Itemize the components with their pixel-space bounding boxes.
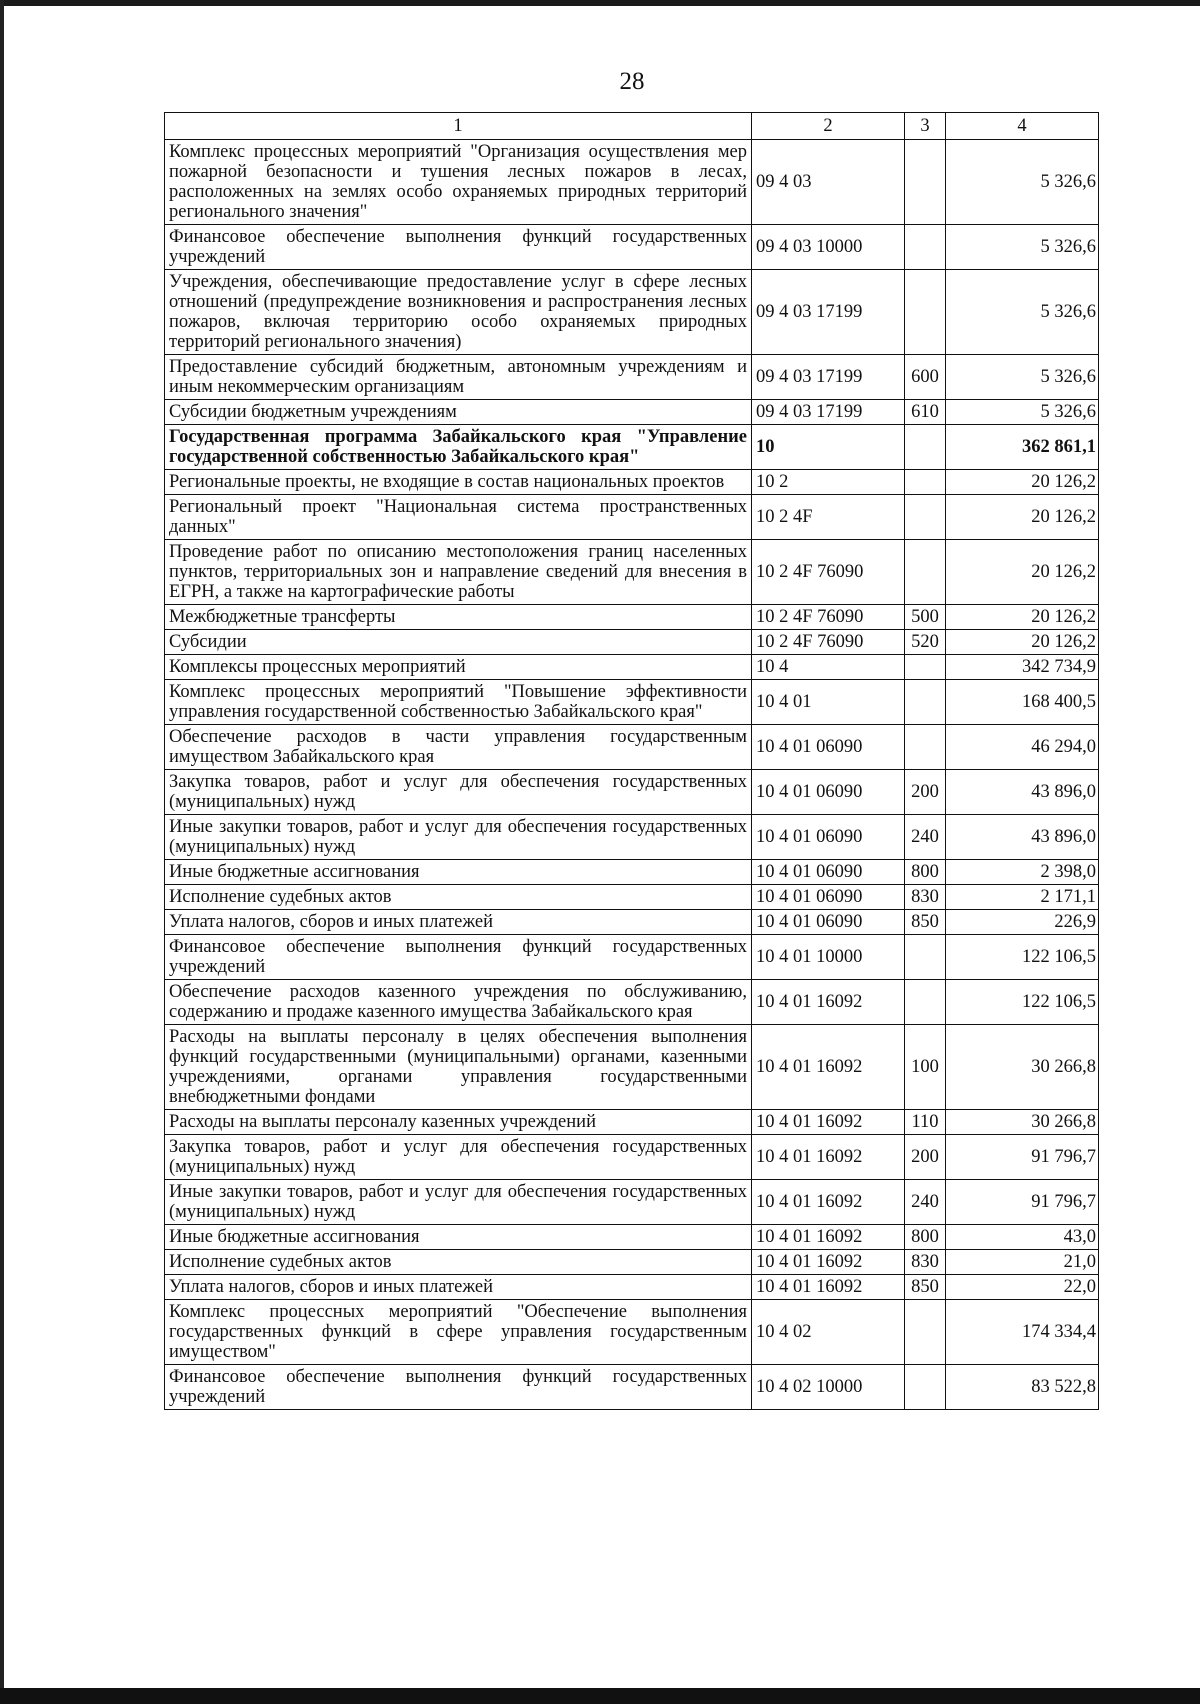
row-type-cell: 830 xyxy=(905,885,946,910)
row-amount-cell: 46 294,0 xyxy=(946,725,1099,770)
row-name-cell: Иные закупки товаров, работ и услуг для обеспечения государственных (муниципальных) нужд xyxy=(165,1180,752,1225)
table-row xyxy=(165,1225,1099,1250)
row-type-cell xyxy=(905,140,946,225)
row-type-cell xyxy=(905,495,946,540)
row-amount-cell: 226,9 xyxy=(946,910,1099,935)
row-code-cell: 10 xyxy=(752,425,905,470)
row-type-cell: 200 xyxy=(905,770,946,815)
row-code-cell: 10 4 01 16092 xyxy=(752,980,905,1025)
row-amount-cell: 43,0 xyxy=(946,1225,1099,1250)
header-col-3: 3 xyxy=(905,113,946,140)
row-amount-cell: 20 126,2 xyxy=(946,495,1099,540)
row-code-cell: 10 4 01 06090 xyxy=(752,725,905,770)
row-code-cell: 10 4 01 06090 xyxy=(752,910,905,935)
row-type-cell xyxy=(905,540,946,605)
row-amount-cell: 168 400,5 xyxy=(946,680,1099,725)
row-name-cell: Региональный проект "Национальная система пространственных данных" xyxy=(165,495,752,540)
row-type-cell: 240 xyxy=(905,1180,946,1225)
row-code-cell: 10 4 01 16092 xyxy=(752,1275,905,1300)
row-amount-cell: 5 326,6 xyxy=(946,140,1099,225)
row-name-cell: Закупка товаров, работ и услуг для обеспечения государственных (муниципальных) нужд xyxy=(165,1135,752,1180)
row-code-cell: 10 4 01 16092 xyxy=(752,1025,905,1110)
table-row xyxy=(165,425,1099,470)
row-name-cell: Расходы на выплаты персоналу казенных учреждений xyxy=(165,1110,752,1135)
row-code-cell: 09 4 03 xyxy=(752,140,905,225)
table-row xyxy=(165,860,1099,885)
header-col-2: 2 xyxy=(752,113,905,140)
row-type-cell: 200 xyxy=(905,1135,946,1180)
row-name-cell: Субсидии xyxy=(165,630,752,655)
row-amount-cell: 122 106,5 xyxy=(946,935,1099,980)
table-row xyxy=(165,910,1099,935)
row-amount-cell: 43 896,0 xyxy=(946,815,1099,860)
row-name-cell: Проведение работ по описанию местоположения границ населенных пунктов, территориальных зон и направление сведений для внесения в ЕГРН, а также на картографические работы xyxy=(165,540,752,605)
row-amount-cell: 362 861,1 xyxy=(946,425,1099,470)
table-row xyxy=(165,495,1099,540)
row-code-cell: 10 4 02 10000 xyxy=(752,1365,905,1410)
row-name-cell: Комплекс процессных мероприятий "Организация осуществления мер пожарной безопасности и тушения лесных пожаров в лесах, расположенных на землях особо охраняемых природных территорий регионального значения" xyxy=(165,140,752,225)
page-number: 28 xyxy=(619,68,645,95)
row-amount-cell: 83 522,8 xyxy=(946,1365,1099,1410)
row-code-cell: 10 4 01 16092 xyxy=(752,1250,905,1275)
row-amount-cell: 21,0 xyxy=(946,1250,1099,1275)
row-type-cell: 830 xyxy=(905,1250,946,1275)
row-amount-cell: 43 896,0 xyxy=(946,770,1099,815)
row-code-cell: 10 4 01 06090 xyxy=(752,860,905,885)
row-type-cell: 610 xyxy=(905,400,946,425)
row-amount-cell: 20 126,2 xyxy=(946,540,1099,605)
row-amount-cell: 91 796,7 xyxy=(946,1135,1099,1180)
row-amount-cell: 5 326,6 xyxy=(946,270,1099,355)
row-name-cell: Финансовое обеспечение выполнения функций государственных учреждений xyxy=(165,1365,752,1410)
row-code-cell: 10 4 01 06090 xyxy=(752,770,905,815)
row-name-cell: Исполнение судебных актов xyxy=(165,885,752,910)
row-name-cell: Исполнение судебных актов xyxy=(165,1250,752,1275)
row-type-cell: 500 xyxy=(905,605,946,630)
row-type-cell: 240 xyxy=(905,815,946,860)
table-row xyxy=(165,540,1099,605)
row-type-cell: 110 xyxy=(905,1110,946,1135)
row-type-cell xyxy=(905,270,946,355)
table-row xyxy=(165,470,1099,495)
row-name-cell: Комплекс процессных мероприятий "Обеспечение выполнения государственных функций в сфере управления государственным имуществом" xyxy=(165,1300,752,1365)
table-header-row xyxy=(165,113,1099,140)
table-row xyxy=(165,725,1099,770)
table-row xyxy=(165,1275,1099,1300)
row-amount-cell: 20 126,2 xyxy=(946,470,1099,495)
row-name-cell: Иные бюджетные ассигнования xyxy=(165,860,752,885)
row-code-cell: 10 4 01 06090 xyxy=(752,815,905,860)
row-type-cell: 850 xyxy=(905,910,946,935)
row-type-cell xyxy=(905,470,946,495)
row-amount-cell: 30 266,8 xyxy=(946,1110,1099,1135)
scan-border-bottom xyxy=(0,1688,1200,1704)
row-name-cell: Учреждения, обеспечивающие предоставление услуг в сфере лесных отношений (предупреждение возникновения и распространения лесных пожаров, включая территорию особо охраняемых природных территорий регионального значения) xyxy=(165,270,752,355)
row-type-cell xyxy=(905,1365,946,1410)
row-code-cell: 10 4 01 16092 xyxy=(752,1110,905,1135)
header-col-1: 1 xyxy=(165,113,752,140)
row-type-cell xyxy=(905,935,946,980)
table-row xyxy=(165,935,1099,980)
row-type-cell: 600 xyxy=(905,355,946,400)
row-code-cell: 10 4 01 16092 xyxy=(752,1180,905,1225)
table-row xyxy=(165,1180,1099,1225)
row-name-cell: Иные бюджетные ассигнования xyxy=(165,1225,752,1250)
row-name-cell: Закупка товаров, работ и услуг для обеспечения государственных (муниципальных) нужд xyxy=(165,770,752,815)
row-type-cell: 520 xyxy=(905,630,946,655)
table-row xyxy=(165,655,1099,680)
row-name-cell: Обеспечение расходов казенного учреждения по обслуживанию, содержанию и продаже казенного имущества Забайкальского края xyxy=(165,980,752,1025)
row-type-cell xyxy=(905,980,946,1025)
row-name-cell: Уплата налогов, сборов и иных платежей xyxy=(165,910,752,935)
row-code-cell: 09 4 03 17199 xyxy=(752,270,905,355)
row-type-cell: 100 xyxy=(905,1025,946,1110)
table-row xyxy=(165,270,1099,355)
row-code-cell: 10 4 02 xyxy=(752,1300,905,1365)
table-row xyxy=(165,1110,1099,1135)
row-name-cell: Государственная программа Забайкальского края "Управление государственной собственностью Забайкальского края" xyxy=(165,425,752,470)
row-code-cell: 10 2 4F xyxy=(752,495,905,540)
scan-border-left xyxy=(0,0,4,1704)
row-amount-cell: 122 106,5 xyxy=(946,980,1099,1025)
row-name-cell: Расходы на выплаты персоналу в целях обеспечения выполнения функций государственными (муниципальными) органами, казенными учреждениями, органами управления государственными внебюджетными фондами xyxy=(165,1025,752,1110)
row-amount-cell: 20 126,2 xyxy=(946,605,1099,630)
row-code-cell: 09 4 03 17199 xyxy=(752,355,905,400)
table-row xyxy=(165,1300,1099,1365)
table-row xyxy=(165,885,1099,910)
row-code-cell: 10 2 4F 76090 xyxy=(752,540,905,605)
row-amount-cell: 20 126,2 xyxy=(946,630,1099,655)
table-row xyxy=(165,1135,1099,1180)
row-amount-cell: 5 326,6 xyxy=(946,355,1099,400)
row-name-cell: Финансовое обеспечение выполнения функций государственных учреждений xyxy=(165,225,752,270)
row-amount-cell: 5 326,6 xyxy=(946,400,1099,425)
row-code-cell: 10 4 01 16092 xyxy=(752,1225,905,1250)
row-amount-cell: 2 171,1 xyxy=(946,885,1099,910)
row-amount-cell: 5 326,6 xyxy=(946,225,1099,270)
row-code-cell: 09 4 03 10000 xyxy=(752,225,905,270)
row-code-cell: 10 4 01 16092 xyxy=(752,1135,905,1180)
row-code-cell: 10 4 01 xyxy=(752,680,905,725)
row-code-cell: 10 4 01 10000 xyxy=(752,935,905,980)
table-row xyxy=(165,980,1099,1025)
row-amount-cell: 342 734,9 xyxy=(946,655,1099,680)
row-type-cell xyxy=(905,680,946,725)
table-row xyxy=(165,1025,1099,1110)
row-code-cell: 10 2 xyxy=(752,470,905,495)
table-row xyxy=(165,355,1099,400)
row-name-cell: Финансовое обеспечение выполнения функций государственных учреждений xyxy=(165,935,752,980)
row-code-cell: 09 4 03 17199 xyxy=(752,400,905,425)
row-name-cell: Межбюджетные трансферты xyxy=(165,605,752,630)
row-amount-cell: 30 266,8 xyxy=(946,1025,1099,1110)
row-type-cell xyxy=(905,425,946,470)
row-name-cell: Комплексы процессных мероприятий xyxy=(165,655,752,680)
table-row xyxy=(165,630,1099,655)
row-name-cell: Иные закупки товаров, работ и услуг для обеспечения государственных (муниципальных) нужд xyxy=(165,815,752,860)
row-amount-cell: 91 796,7 xyxy=(946,1180,1099,1225)
header-col-4: 4 xyxy=(946,113,1099,140)
row-type-cell: 850 xyxy=(905,1275,946,1300)
row-type-cell xyxy=(905,225,946,270)
table-row xyxy=(165,815,1099,860)
row-name-cell: Региональные проекты, не входящие в состав национальных проектов xyxy=(165,470,752,495)
budget-table xyxy=(164,112,1099,1410)
table-row xyxy=(165,1250,1099,1275)
row-type-cell xyxy=(905,655,946,680)
row-name-cell: Субсидии бюджетным учреждениям xyxy=(165,400,752,425)
row-amount-cell: 22,0 xyxy=(946,1275,1099,1300)
row-type-cell xyxy=(905,725,946,770)
row-name-cell: Обеспечение расходов в части управления государственным имуществом Забайкальского края xyxy=(165,725,752,770)
row-code-cell: 10 2 4F 76090 xyxy=(752,630,905,655)
row-code-cell: 10 4 xyxy=(752,655,905,680)
row-code-cell: 10 2 4F 76090 xyxy=(752,605,905,630)
scan-border-top xyxy=(0,0,1200,6)
row-type-cell: 800 xyxy=(905,1225,946,1250)
row-type-cell xyxy=(905,1300,946,1365)
row-code-cell: 10 4 01 06090 xyxy=(752,885,905,910)
row-amount-cell: 174 334,4 xyxy=(946,1300,1099,1365)
row-type-cell: 800 xyxy=(905,860,946,885)
row-amount-cell: 2 398,0 xyxy=(946,860,1099,885)
table-row xyxy=(165,400,1099,425)
table-row xyxy=(165,605,1099,630)
table-row xyxy=(165,680,1099,725)
row-name-cell: Предоставление субсидий бюджетным, автономным учреждениям и иным некоммерческим организациям xyxy=(165,355,752,400)
row-name-cell: Комплекс процессных мероприятий "Повышение эффективности управления государственной собственностью Забайкальского края" xyxy=(165,680,752,725)
row-name-cell: Уплата налогов, сборов и иных платежей xyxy=(165,1275,752,1300)
table-row xyxy=(165,1365,1099,1410)
table-row xyxy=(165,770,1099,815)
table-row xyxy=(165,140,1099,225)
table-row xyxy=(165,225,1099,270)
